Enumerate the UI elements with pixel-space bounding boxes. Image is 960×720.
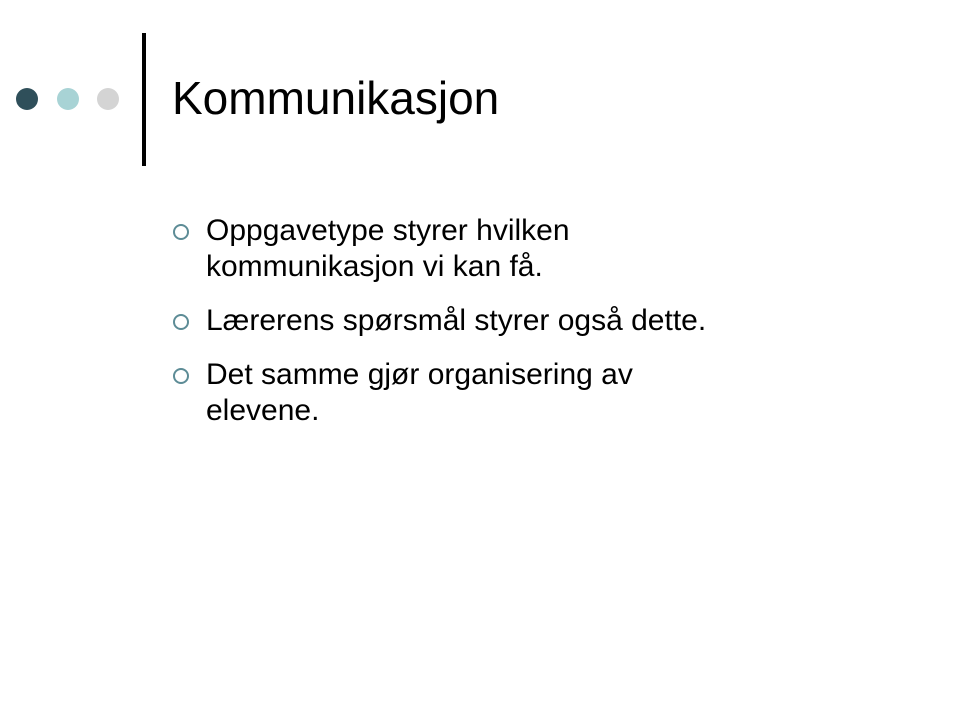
bullet-item <box>172 357 892 429</box>
decorative-dot-teal-icon <box>57 88 79 110</box>
bullet-item <box>172 303 892 339</box>
bullet-text-line: Det samme gjør organisering av <box>206 358 633 391</box>
bullet-list <box>172 213 892 447</box>
slide-title: Kommunikasjon <box>172 72 500 124</box>
bullet-text-line: elevene. <box>206 394 320 427</box>
title-divider <box>142 33 146 166</box>
bullet-item <box>172 213 892 285</box>
decorative-dot-dark-icon <box>16 88 38 110</box>
bullet-text-line: kommunikasjon vi kan få. <box>206 250 543 283</box>
circle-ring-bullet-icon <box>172 313 190 331</box>
circle-ring-bullet-icon <box>172 223 190 241</box>
bullet-text-line: Oppgavetype styrer hvilken <box>206 214 570 247</box>
circle-ring-bullet-icon <box>172 367 190 385</box>
decorative-dot-gray-icon <box>97 88 119 110</box>
bullet-text-line: Lærerens spørsmål styrer også dette. <box>206 304 707 337</box>
